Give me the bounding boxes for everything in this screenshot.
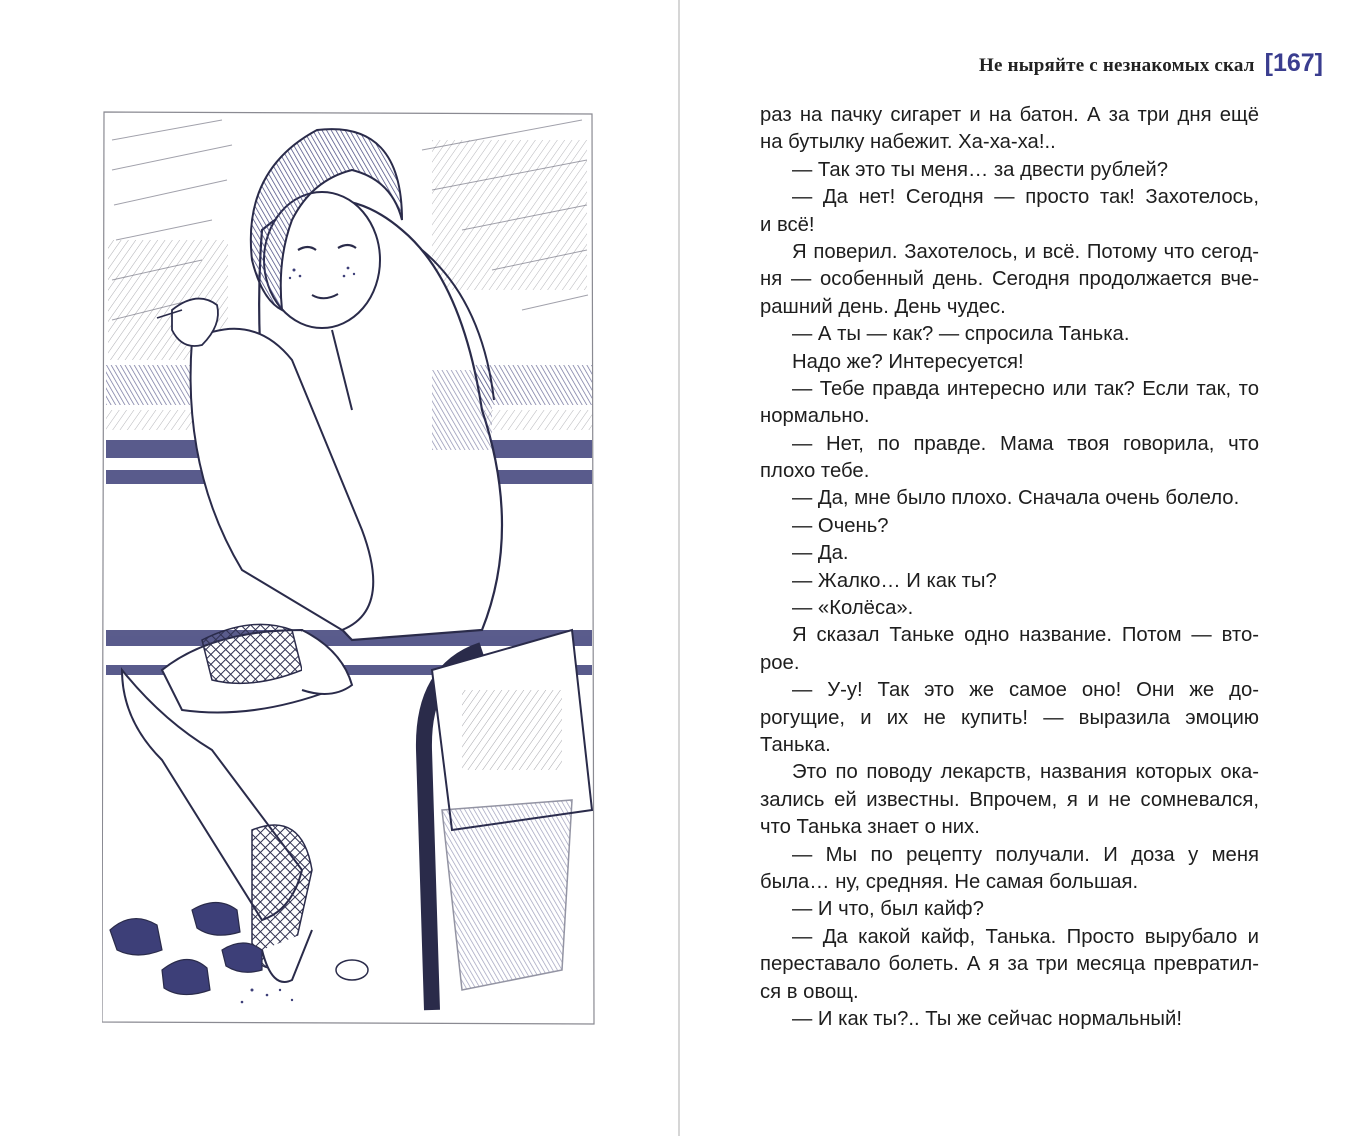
text-line: Я поверил. Захотелось, и всё. Потому что сегод- (792, 240, 1259, 263)
text-line: — А ты — как? — спросила Танька. (792, 323, 1130, 346)
text-line: рогущие, и их не купить! — выразила эмоцию (760, 706, 1259, 729)
illustration (102, 110, 596, 1026)
text-line: — Тебе правда интересно или так? Если так, то (792, 377, 1259, 400)
text-line: — Нет, по правде. Мама твоя говорила, что (792, 432, 1259, 455)
text-line: — Так это ты меня… за двести рублей? (792, 158, 1168, 181)
text-line: ня — особенный день. Сегодня продолжается вче- (760, 268, 1259, 291)
text-line: была… ну, средняя. Не самая большая. (760, 870, 1139, 893)
text-line: Я сказал Таньке одно название. Потом — вто- (792, 624, 1259, 647)
text-line: — Да. (792, 542, 849, 565)
text-line: — Жалко… И как ты? (792, 569, 997, 592)
text-line: раз на пачку сигарет и на батон. А за три дня ещё (760, 104, 1259, 126)
text-line: и всё! (760, 213, 815, 236)
text-line: — И что, был кайф? (792, 898, 984, 921)
running-head-title: Не ныряйте с незнакомых скал (979, 55, 1255, 76)
right-page (680, 0, 1357, 1136)
text-line: переставало болеть. А я за три месяца превратил- (760, 953, 1259, 976)
text-line: — У-у! Так это же самое оно! Они же до- (792, 679, 1259, 702)
text-line: — «Колёса». (792, 597, 914, 620)
text-line: Танька. (760, 733, 831, 756)
text-line: зались ей известны. Впрочем, я и не сомневался, (760, 788, 1259, 811)
text-line: нормально. (760, 405, 870, 428)
page-number: [167] (1264, 49, 1323, 77)
text-line: Это по поводу лекарств, названия которых ока- (792, 761, 1259, 784)
text-line: — Да какой кайф, Танька. Просто вырубало и (792, 925, 1259, 948)
text-line: что Танька знает о них. (760, 816, 980, 839)
text-line: ся в овощ. (760, 980, 859, 1003)
text-line: плохо тебе. (760, 460, 870, 483)
text-line: Надо же? Интересуется! (792, 350, 1024, 373)
running-head (979, 49, 1323, 81)
text-line: на бутылку набежит. Ха-ха-ха!.. (760, 131, 1056, 154)
text-line: — И как ты?.. Ты же сейчас нормальный! (792, 1007, 1182, 1030)
left-page (0, 0, 678, 1136)
text-line: — Очень? (792, 514, 889, 537)
text-line: — Да нет! Сегодня — просто так! Захотелось, (792, 186, 1259, 209)
illustration-sketch (102, 110, 596, 1026)
text-line: рое. (760, 651, 800, 674)
text-line: — Да, мне было плохо. Сначала очень болело. (792, 487, 1240, 510)
text-line: рашний день. День чудес. (760, 295, 1006, 318)
body-text (760, 102, 1259, 1033)
text-line: — Мы по рецепту получали. И доза у меня (792, 843, 1259, 866)
